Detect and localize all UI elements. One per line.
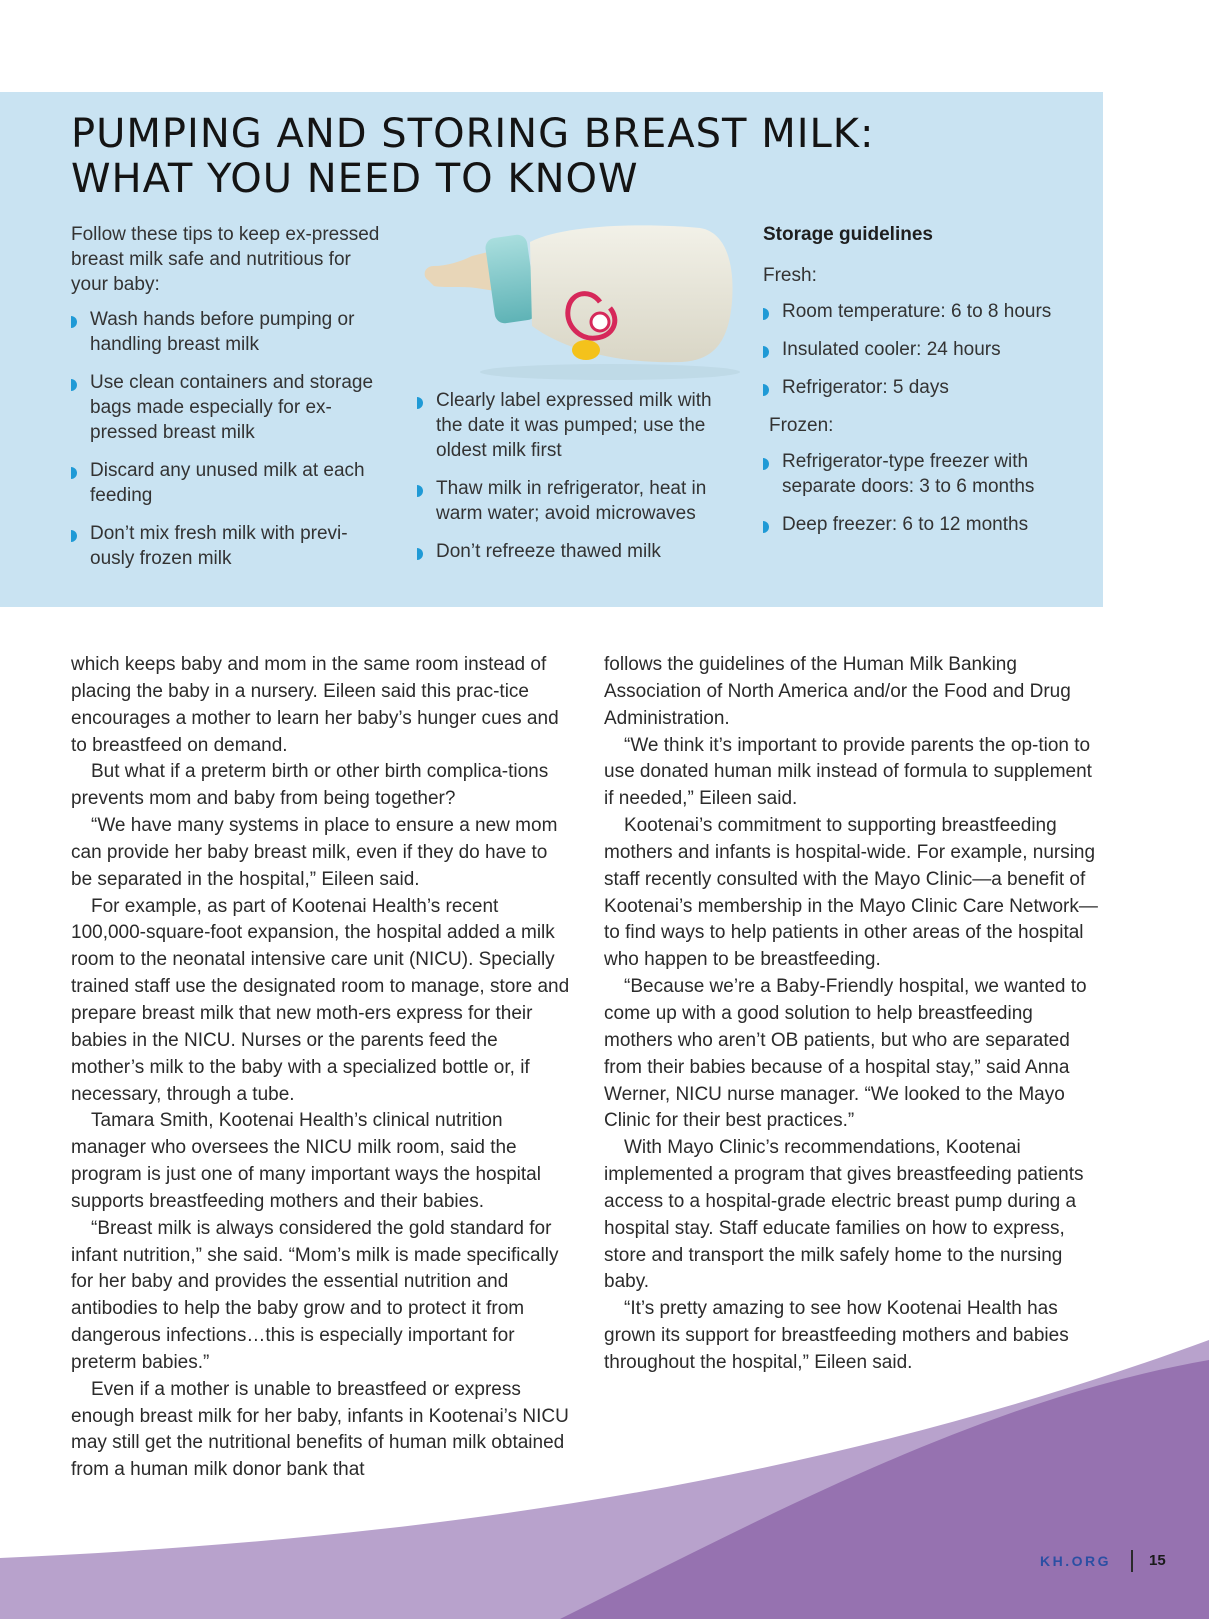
article-paragraph: With Mayo Clinic’s recommendations, Kootenai implemented a program that gives breastfeeding patients access to a hospital-grade electric breast pump during a hospital stay. Staff educate families on how to express, store and transport the milk safely home to the nursing baby. <box>604 1137 1084 1293</box>
storage-item <box>763 512 1083 537</box>
storage-text: Room temperature: 6 to 8 hours <box>782 301 1052 322</box>
tip-item <box>417 388 737 463</box>
article-paragraph: “It’s pretty amazing to see how Kootenai Health has grown its support for breastfeeding mothers and babies throughout the hospital,” Eileen said. <box>604 1298 1069 1373</box>
article-paragraph: Tamara Smith, Kootenai Health’s clinical nutrition manager who oversees the NICU milk room, said the program is just one of many important ways the hospital supports breastfeeding mothers and their babies. <box>71 1110 541 1212</box>
tips-column-middle <box>417 388 737 577</box>
article-paragraph: which keeps baby and mom in the same room instead of placing the baby in a nursery. Eileen said this prac-tice encourages a mother to learn her baby’s hunger cues and to breastfeed on demand. <box>71 654 559 756</box>
storage-item <box>763 337 1083 362</box>
tip-item <box>71 521 391 571</box>
storage-item <box>763 299 1083 324</box>
tip-text: Don’t mix fresh milk with previ-ously frozen milk <box>90 523 348 569</box>
article-paragraph: Kootenai’s commitment to supporting breastfeeding mothers and infants is hospital-wide. For example, nursing staff recently consulted with the Mayo Clinic—a benefit of Kootenai’s membership in the Mayo Clinic Care Network—to find ways to help patients in other areas of the hospital who happen to be breastfeeding. <box>604 815 1098 971</box>
article-paragraph: Even if a mother is unable to breastfeed or express enough breast milk for her baby, infants in Kootenai’s NICU may still get the nutritional benefits of human milk obtained from a human milk donor bank that <box>71 1378 569 1481</box>
sidebar-title-line-2: WHAT YOU NEED TO KNOW <box>71 156 639 202</box>
frozen-label: Frozen: <box>769 415 834 436</box>
bullet-icon <box>763 458 769 470</box>
tip-item <box>71 370 391 445</box>
fresh-list <box>763 299 1083 400</box>
storage-text: Deep freezer: 6 to 12 months <box>782 514 1029 535</box>
storage-heading: Storage guidelines <box>763 224 933 245</box>
tip-item <box>417 539 737 564</box>
storage-text: Insulated cooler: 24 hours <box>782 339 1001 360</box>
tip-text: Wash hands before pumping or handling breast milk <box>90 309 355 355</box>
article-paragraph: “Because we’re a Baby-Friendly hospital, we wanted to come up with a good solution to help breastfeeding mothers who aren’t OB patients, but who are separated from their babies because of a hospital stay,” said Anna Werner, NICU nurse manager. “We looked to the Mayo Clinic for their best practices.” <box>604 976 1087 1132</box>
article-paragraph: “Breast milk is always considered the gold standard for infant nutrition,” she said. “Mom’s milk is made specifically for her baby and provides the essential nutrition and antibodies to help the baby grow and to protect it from dangerous infections…this is especially important for preterm babies.” <box>71 1217 559 1373</box>
tips-list-middle <box>417 388 737 564</box>
tip-item <box>417 476 737 526</box>
tip-item <box>71 307 391 357</box>
storage-text: Refrigerator-type freezer with separate doors: 3 to 6 months <box>782 451 1035 497</box>
storage-item <box>763 375 1083 400</box>
footer-site-link[interactable]: KH.ORG <box>1040 1553 1111 1569</box>
tip-item <box>71 458 391 508</box>
bullet-icon <box>71 379 77 391</box>
bullet-icon <box>71 467 77 479</box>
bullet-icon <box>763 346 769 358</box>
tip-text: Don’t refreeze thawed milk <box>436 541 661 562</box>
footer-divider <box>1131 1550 1133 1572</box>
bullet-icon <box>71 316 77 328</box>
bullet-icon <box>417 548 423 560</box>
bullet-icon <box>763 308 769 320</box>
article-column-left <box>71 652 571 1484</box>
frozen-list <box>763 449 1083 537</box>
fresh-label: Fresh: <box>763 265 817 286</box>
sidebar-title-line-1: PUMPING AND STORING BREAST MILK: <box>71 111 875 157</box>
article-paragraph: “We think it’s important to provide parents the op-tion to use donated human milk instead of formula to supplement if needed,” Eileen said. <box>604 734 1092 810</box>
article-column-right <box>604 652 1104 1377</box>
sidebar-title <box>71 112 1081 202</box>
page-number: 15 <box>1149 1552 1166 1569</box>
bullet-icon <box>763 521 769 533</box>
bullet-icon <box>417 485 423 497</box>
article-paragraph: “We have many systems in place to ensure a new mom can provide her baby breast milk, even if they do have to be separated in the hospital,” Eileen said. <box>71 815 558 890</box>
storage-item <box>763 449 1083 499</box>
article-paragraph: For example, as part of Kootenai Health’s recent 100,000-square-foot expansion, the hospital added a milk room to the neonatal intensive care unit (NICU). Specially trained staff use the designated room to manage, store and prepare breast milk that new moth-ers express for their babies in the NICU. Nurses or the parents feed the mother’s milk to the baby with a specialized bottle or, if necessary, through a tube. <box>71 895 570 1105</box>
tip-text: Discard any unused milk at each feeding <box>90 460 365 506</box>
bullet-icon <box>417 397 423 409</box>
baby-bottle-icon <box>420 222 750 382</box>
tip-text: Use clean containers and storage bags made especially for ex-pressed breast milk <box>90 372 374 443</box>
storage-guidelines <box>763 222 1083 550</box>
storage-text: Refrigerator: 5 days <box>782 377 949 398</box>
tips-column-left <box>71 222 391 584</box>
tip-text: Clearly label expressed milk with the date it was pumped; use the oldest milk first <box>436 390 712 461</box>
tips-list-left <box>71 307 391 571</box>
bullet-icon <box>71 530 77 542</box>
sidebar-intro: Follow these tips to keep ex-pressed breast milk safe and nutritious for your baby: <box>71 224 380 295</box>
tip-text: Thaw milk in refrigerator, heat in warm water; avoid microwaves <box>436 478 707 524</box>
article-paragraph: follows the guidelines of the Human Milk Banking Association of North America and/or the Food and Drug Administration. <box>604 654 1071 729</box>
bullet-icon <box>763 384 769 396</box>
article-paragraph: But what if a preterm birth or other birth complica-tions prevents mom and baby from being together? <box>71 761 549 810</box>
